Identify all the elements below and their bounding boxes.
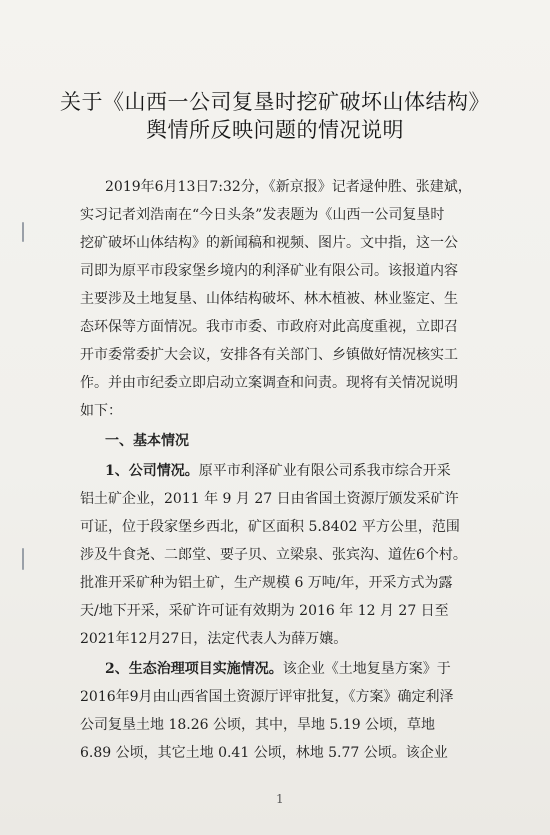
body-paragraph-line: 主要涉及土地复垦、山体结构破坏、林木植被、林业鉴定、生 <box>80 291 458 307</box>
document-title-line-1: 关于《山西一公司复垦时挖矿破坏山体结构》 <box>60 90 490 114</box>
company-paragraph-line: 铝土矿企业，2011 年 9 月 27 日由省国土资源厅颁发采矿许 <box>80 491 459 507</box>
eco-paragraph-line: 2016年9月由山西省国土资源厅评审批复，《方案》确定利泽 <box>80 689 454 705</box>
body-paragraph-line: 司即为原平市段家堡乡境内的利泽矿业有限公司。该报道内容 <box>80 263 458 279</box>
body-paragraph-line: 挖矿破坏山体结构》的新闻稿和视频、图片。文中指，这一公 <box>80 235 458 251</box>
company-paragraph-line: 涉及牛食尧、二郎堂、要子贝、立梁泉、张宾沟、道佐6个村。 <box>80 547 467 563</box>
company-paragraph-line: 天/地下开采，采矿许可证有效期为 2016 年 12 月 27 日至 <box>80 603 449 619</box>
body-paragraph-line: 作。并由市纪委立即启动立案调查和问责。现将有关情况说明 <box>80 375 458 391</box>
body-paragraph-line: 开市委常委扩大会议，安排各有关部门、乡镇做好情况核实工 <box>80 347 458 363</box>
document-title-line-2: 舆情所反映问题的情况说明 <box>146 118 404 142</box>
body-paragraph-line: 2019年6月13日7:32分，《新京报》记者逯仲胜、张建斌， <box>105 179 472 195</box>
eco-heading: 2、生态治理项目实施情况。 <box>105 661 283 677</box>
binding-hole-mark <box>22 548 24 570</box>
eco-paragraph-line: 6.89 公顷，其它土地 0.41 公顷，林地 5.77 公顷。该企业 <box>80 745 448 761</box>
body-paragraph-line: 态环保等方面情况。我市市委、市政府对此高度重视，立即召 <box>80 319 458 335</box>
page-number: 1 <box>276 792 284 806</box>
body-paragraph-line: 如下： <box>80 403 122 419</box>
eco-paragraph-line: 公司复垦土地 18.26 公顷，其中，旱地 5.19 公顷，草地 <box>80 717 436 733</box>
eco-paragraph-line <box>105 660 451 678</box>
company-heading: 1、公司情况。 <box>105 463 199 479</box>
section-heading: 一、基本情况 <box>105 433 189 449</box>
company-paragraph-line: 可证，位于段家堡乡西北，矿区面积 5.8402 平方公里，范围 <box>80 519 460 535</box>
company-paragraph-line: 批准开采矿种为铝土矿，生产规模 6 万吨/年，开采方式为露 <box>80 575 453 591</box>
body-paragraph-line: 实习记者刘浩南在“今日头条”发表题为《山西一公司复垦时 <box>80 207 445 223</box>
binding-hole-mark <box>22 222 24 242</box>
company-text: 原平市利泽矿业有限公司系我市综合开采 <box>198 463 451 479</box>
company-paragraph-line: 2021年12月27日，法定代表人为薛万孃。 <box>80 631 348 647</box>
eco-text: 该企业《土地复垦方案》于 <box>282 661 451 677</box>
company-paragraph-line <box>105 462 451 480</box>
